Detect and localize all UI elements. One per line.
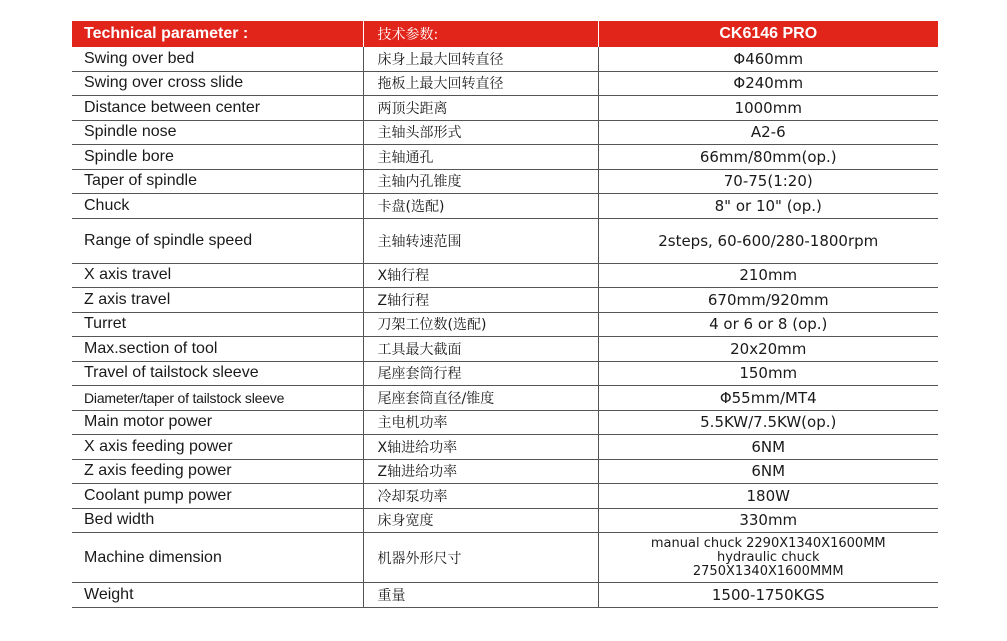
param-value: 2steps, 60-600/280-1800rpm — [598, 218, 938, 263]
param-value: 1000mm — [598, 96, 938, 121]
param-chinese: 两顶尖距离 — [363, 96, 598, 121]
table-row — [72, 218, 938, 263]
param-value: 4 or 6 or 8 (op.) — [598, 312, 938, 337]
param-chinese: 重量 — [363, 583, 598, 608]
table-row — [72, 508, 938, 533]
table-row — [72, 410, 938, 435]
param-value: A2-6 — [598, 120, 938, 145]
table-row — [72, 435, 938, 460]
param-english: Range of spindle speed — [72, 218, 363, 263]
param-chinese: 尾座套筒直径/锥度 — [363, 386, 598, 411]
param-value: 66mm/80mm(op.) — [598, 145, 938, 170]
table-row — [72, 96, 938, 121]
param-chinese: X轴行程 — [363, 263, 598, 288]
table-row — [72, 263, 938, 288]
param-value — [598, 533, 938, 583]
param-value: Φ240mm — [598, 71, 938, 96]
param-chinese: Z轴行程 — [363, 288, 598, 313]
param-chinese: 主轴通孔 — [363, 145, 598, 170]
param-value: 210mm — [598, 263, 938, 288]
param-chinese: 尾座套筒行程 — [363, 361, 598, 386]
table-row — [72, 288, 938, 313]
param-value: 6NM — [598, 435, 938, 460]
header-model: CK6146 PRO — [598, 21, 938, 47]
table-row — [72, 533, 938, 583]
table-row — [72, 484, 938, 509]
table-row — [72, 47, 938, 71]
param-chinese: 刀架工位数(选配) — [363, 312, 598, 337]
spec-sheet — [72, 21, 938, 608]
value-line: manual chuck 2290X1340X1600MM — [650, 535, 886, 551]
table-row — [72, 337, 938, 362]
header-english: Technical parameter : — [72, 21, 363, 47]
table-row — [72, 71, 938, 96]
param-chinese: 床身上最大回转直径 — [363, 47, 598, 71]
value-line: hydraulic chuck — [716, 549, 820, 565]
param-chinese: 主轴头部形式 — [363, 120, 598, 145]
param-english: Weight — [72, 583, 363, 608]
param-english: Taper of spindle — [72, 169, 363, 194]
table-row — [72, 120, 938, 145]
param-chinese: 工具最大截面 — [363, 337, 598, 362]
table-row — [72, 361, 938, 386]
param-english: Main motor power — [72, 410, 363, 435]
param-english: Swing over bed — [72, 47, 363, 71]
table-row — [72, 145, 938, 170]
table-row — [72, 583, 938, 608]
param-english: Spindle nose — [72, 120, 363, 145]
table-row — [72, 312, 938, 337]
param-value: 330mm — [598, 508, 938, 533]
technical-parameter-table — [72, 21, 938, 608]
table-row — [72, 169, 938, 194]
param-value: 670mm/920mm — [598, 288, 938, 313]
param-chinese: X轴进给功率 — [363, 435, 598, 460]
param-english: Max.section of tool — [72, 337, 363, 362]
param-chinese: Z轴进给功率 — [363, 459, 598, 484]
table-header-row — [72, 21, 938, 47]
param-value: 1500-1750KGS — [598, 583, 938, 608]
param-value: 8" or 10" (op.) — [598, 194, 938, 219]
param-english: Chuck — [72, 194, 363, 219]
value-line: 2750X1340X1600MMM — [692, 563, 844, 579]
param-chinese: 卡盘(选配) — [363, 194, 598, 219]
param-value: 20x20mm — [598, 337, 938, 362]
param-chinese: 主轴内孔锥度 — [363, 169, 598, 194]
param-value: 6NM — [598, 459, 938, 484]
param-english: Turret — [72, 312, 363, 337]
param-english: X axis feeding power — [72, 435, 363, 460]
param-value: 70-75(1:20) — [598, 169, 938, 194]
table-row — [72, 459, 938, 484]
param-english: Travel of tailstock sleeve — [72, 361, 363, 386]
param-english: Distance between center — [72, 96, 363, 121]
table-row — [72, 386, 938, 411]
param-chinese: 机器外形尺寸 — [363, 533, 598, 583]
param-chinese: 拖板上最大回转直径 — [363, 71, 598, 96]
param-english: Spindle bore — [72, 145, 363, 170]
table-row — [72, 194, 938, 219]
param-english: Bed width — [72, 508, 363, 533]
param-value: 150mm — [598, 361, 938, 386]
param-chinese: 床身宽度 — [363, 508, 598, 533]
param-value: Φ460mm — [598, 47, 938, 71]
param-english: Coolant pump power — [72, 484, 363, 509]
param-english: Machine dimension — [72, 533, 363, 583]
param-chinese: 主电机功率 — [363, 410, 598, 435]
param-value: 5.5KW/7.5KW(op.) — [598, 410, 938, 435]
header-chinese: 技术参数: — [363, 21, 598, 47]
param-chinese: 主轴转速范围 — [363, 218, 598, 263]
param-english: Z axis feeding power — [72, 459, 363, 484]
param-english: Z axis travel — [72, 288, 363, 313]
param-chinese: 冷却泵功率 — [363, 484, 598, 509]
param-value: 180W — [598, 484, 938, 509]
param-english: Diameter/taper of tailstock sleeve — [72, 386, 363, 411]
param-english: X axis travel — [72, 263, 363, 288]
param-english: Swing over cross slide — [72, 71, 363, 96]
param-value: Φ55mm/MT4 — [598, 386, 938, 411]
